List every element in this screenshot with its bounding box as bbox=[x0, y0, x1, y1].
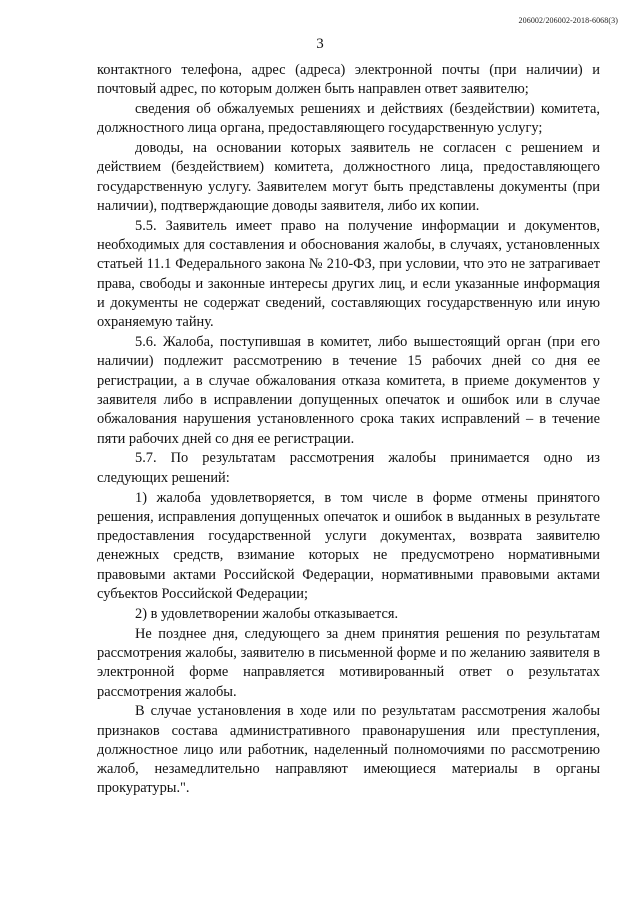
paragraph: 2) в удовлетворении жалобы отказывается. bbox=[135, 605, 399, 622]
paragraph: контактного телефона, адрес (адреса) электронной почты (при наличии) и почтовый адрес, по которым должен быть направлен ответ заявителю; bbox=[97, 62, 600, 98]
paragraph: 5.6. Жалоба, поступившая в комитет, либо вышестоящий орган (при его наличии) подлежит рассмотрению в течение 15 рабочих дней со дня ее регистрации, а в случае обжалования отказа комитета, в приеме документов у заявителя либо в исправлении допущенных опечаток и ошибок или в случае обжалования нарушения установленного срока таких исправлений – в течение пяти рабочих дней со дня ее регистрации. bbox=[97, 334, 600, 447]
paragraph: сведения об обжалуемых решениях и действиях (бездействии) комитета, должностного лица органа, предоставляющего государственную услугу; bbox=[97, 101, 600, 137]
paragraph: 5.5. Заявитель имеет право на получение информации и документов, необходимых для составления и обоснования жалобы, в случаях, установленных статьей 11.1 Федерального закона № 210-ФЗ, при условии, что это не затрагивает права, свободы и законные интересы других лиц, и если указанные информация и документы не содержат сведений, составляющих государственную или иную охраняемую тайну. bbox=[97, 217, 600, 331]
paragraph: доводы, на основании которых заявитель не согласен с решением и действием (бездействием) комитета, должностного лица, предоставляющего государственную услугу. Заявителем могут быть представлены документы (при наличии), подтверждающие доводы заявителя, либо их копии. bbox=[97, 140, 600, 215]
page-number: 3 bbox=[316, 36, 324, 52]
document-body bbox=[97, 61, 600, 799]
paragraph: Не позднее дня, следующего за днем принятия решения по результатам рассмотрения жалобы, заявителю в письменной форме и по желанию заявителя в электронной форме направляется мотивированный ответ о результатах рассмотрения жалобы. bbox=[97, 625, 600, 700]
paragraph: 1) жалоба удовлетворяется, в том числе в форме отмены принятого решения, исправления допущенных опечаток и ошибок в выданных в результате предоставления государственной услуги документах, возврата заявителю денежных средств, взимание которых не предусмотрено нормативными правовыми актами Российской Федерации, нормативными правовыми актами субъектов Российской Федерации; bbox=[97, 489, 600, 603]
paragraph: 5.7. По результатам рассмотрения жалобы принимается одно из следующих решений: bbox=[97, 450, 600, 486]
document-code: 206002/206002-2018-6068(3) bbox=[518, 16, 618, 25]
paragraph: В случае установления в ходе или по результатам рассмотрения жалобы признаков состава административного правонарушения или преступления, должностное лицо или работник, наделенный полномочиями по рассмотрению жалоб, незамедлительно направляют имеющиеся материалы в органы прокуратуры.". bbox=[97, 703, 600, 797]
